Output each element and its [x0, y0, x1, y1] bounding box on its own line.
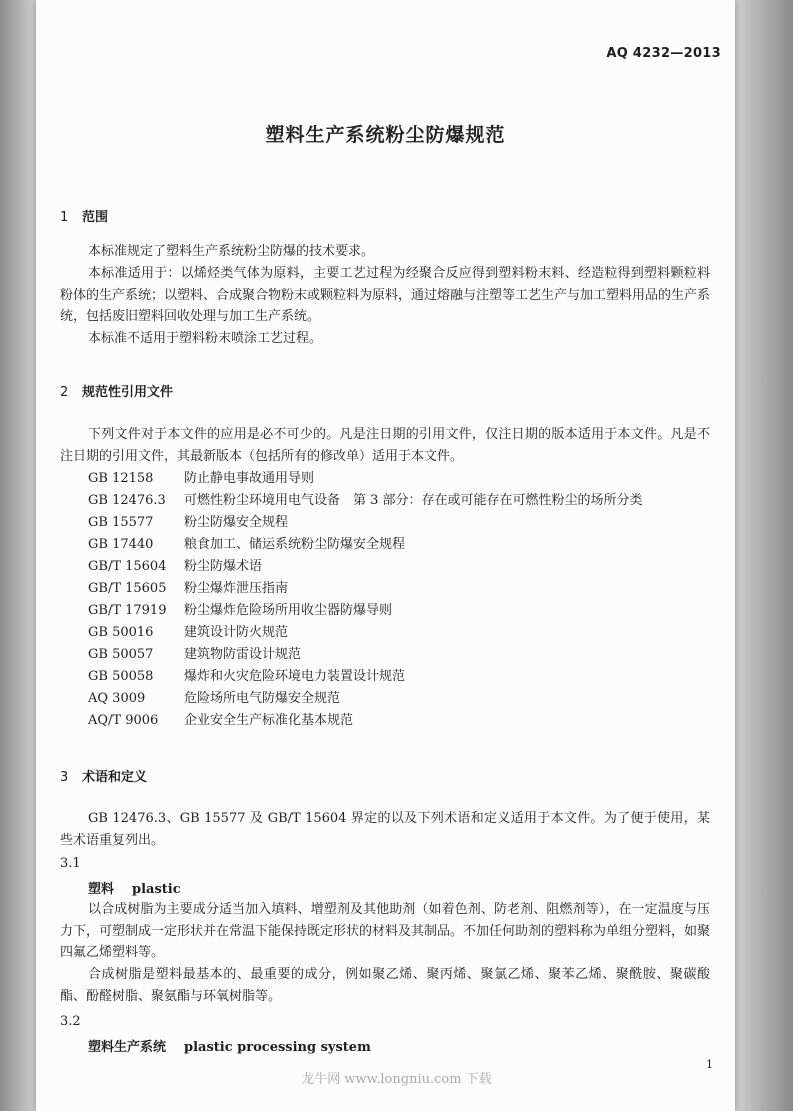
reference-code: GB 50016 [88, 625, 154, 640]
clause-number: 3.2 [60, 1014, 81, 1029]
reference-item [88, 600, 643, 622]
document-title: 塑料生产系统粉尘防爆规范 [265, 124, 506, 146]
reference-code: GB 12476.3 [88, 493, 166, 508]
section-number: 3 [60, 770, 69, 785]
reference-item [88, 578, 643, 600]
reference-title: 爆炸和火灾危险环境电力装置设计规范 [184, 669, 406, 684]
reference-item [88, 512, 643, 534]
section-2-heading [60, 381, 173, 400]
reference-list [88, 468, 643, 732]
term-english: plastic [132, 882, 181, 897]
reference-code: AQ/T 9006 [88, 713, 159, 728]
reference-title: 粮食加工、储运系统粉尘防爆安全规程 [184, 537, 406, 552]
section-1-heading [60, 206, 108, 225]
standard-code: AQ 4232—2013 [606, 46, 721, 61]
reference-code: GB 15577 [88, 515, 154, 530]
section-number: 1 [60, 210, 69, 225]
reference-item [88, 556, 643, 578]
reference-title: 粉尘防爆安全规程 [184, 515, 289, 530]
paragraph: 合成树脂是塑料最基本的、最重要的成分，例如聚乙烯、聚丙烯、聚氯乙烯、聚苯乙烯、聚酰胺、聚碳酸酯、酚醛树脂、聚氨酯与环氧树脂等。 [60, 967, 710, 1004]
reference-title: 粉尘防爆术语 [184, 559, 263, 574]
reference-item [88, 468, 643, 490]
reference-item [88, 710, 643, 732]
term-chinese: 塑料 [88, 882, 115, 897]
paragraph: GB 12476.3、GB 15577 及 GB/T 15604 界定的以及下列术语和定义适用于本文件。为了便于使用，某些术语重复列出。 [60, 811, 710, 848]
reference-item [88, 666, 643, 688]
download-watermark: 龙牛网 www.longniu.com 下载 [301, 1072, 492, 1087]
page-number: 1 [706, 1058, 713, 1071]
section-number: 2 [60, 385, 69, 400]
reference-title: 可燃性粉尘环境用电气设备 第 3 部分：存在或可能存在可燃性粉尘的场所分类 [184, 493, 643, 508]
section-title: 范围 [82, 210, 109, 225]
reference-item [88, 688, 643, 710]
paragraph: 下列文件对于本文件的应用是必不可少的。凡是注日期的引用文件，仅注日期的版本适用于本文件。凡是不注日期的引用文件，其最新版本（包括所有的修改单）适用于本文件。 [60, 427, 710, 464]
reference-code: GB 12158 [88, 471, 154, 486]
reference-code: GB 50057 [88, 647, 154, 662]
scan-edge-right [735, 0, 793, 1111]
section-title: 规范性引用文件 [82, 385, 174, 400]
section-3-heading [60, 766, 147, 785]
paragraph: 本标准不适用于塑料粉末喷涂工艺过程。 [88, 331, 323, 346]
reference-title: 建筑设计防火规范 [184, 625, 289, 640]
reference-item [88, 622, 643, 644]
term-heading [88, 1036, 371, 1055]
reference-title: 建筑物防雷设计规范 [184, 647, 302, 662]
reference-item [88, 490, 643, 512]
document-page [36, 0, 735, 1111]
reference-item [88, 534, 643, 556]
reference-title: 粉尘爆炸泄压指南 [184, 581, 289, 596]
paragraph: 本标准适用于：以烯烃类气体为原料，主要工艺过程为经聚合反应得到塑料粉末料、经造粒得到塑料颗粒料粉体的生产系统；以塑料、合成聚合物粉末或颗粒料为原料，通过熔融与注塑等工艺生产与加工塑料用品的生产系统，包括废旧塑料回收处理与加工生产系统。 [60, 266, 711, 324]
term-chinese: 塑料生产系统 [88, 1040, 167, 1055]
reference-code: GB/T 15605 [88, 581, 167, 596]
paragraph: 本标准规定了塑料生产系统粉尘防爆的技术要求。 [88, 244, 375, 259]
reference-code: GB 50058 [88, 669, 154, 684]
paragraph: 以合成树脂为主要成分适当加入填料、增塑剂及其他助剂（如着色剂、防老剂、阻燃剂等），在一定温度与压力下，可塑制成一定形状并在常温下能保持既定形状的材料及其制品。不加任何助剂的塑料称为单组分塑料，如聚四氟乙烯塑料等。 [60, 902, 711, 960]
term-heading [88, 878, 181, 897]
scan-edge-left [0, 0, 36, 1111]
reference-title: 危险场所电气防爆安全规范 [184, 691, 341, 706]
reference-title: 企业安全生产标准化基本规范 [184, 713, 354, 728]
section-title: 术语和定义 [82, 770, 148, 785]
reference-item [88, 644, 643, 666]
reference-code: GB/T 17919 [88, 603, 167, 618]
reference-title: 防止静电事故通用导则 [184, 471, 315, 486]
reference-code: AQ 3009 [88, 691, 146, 706]
reference-code: GB 17440 [88, 537, 154, 552]
reference-title: 粉尘爆炸危险场所用收尘器防爆导则 [184, 603, 393, 618]
reference-code: GB/T 15604 [88, 559, 167, 574]
term-english: plastic processing system [184, 1040, 371, 1055]
clause-number: 3.1 [60, 856, 81, 871]
